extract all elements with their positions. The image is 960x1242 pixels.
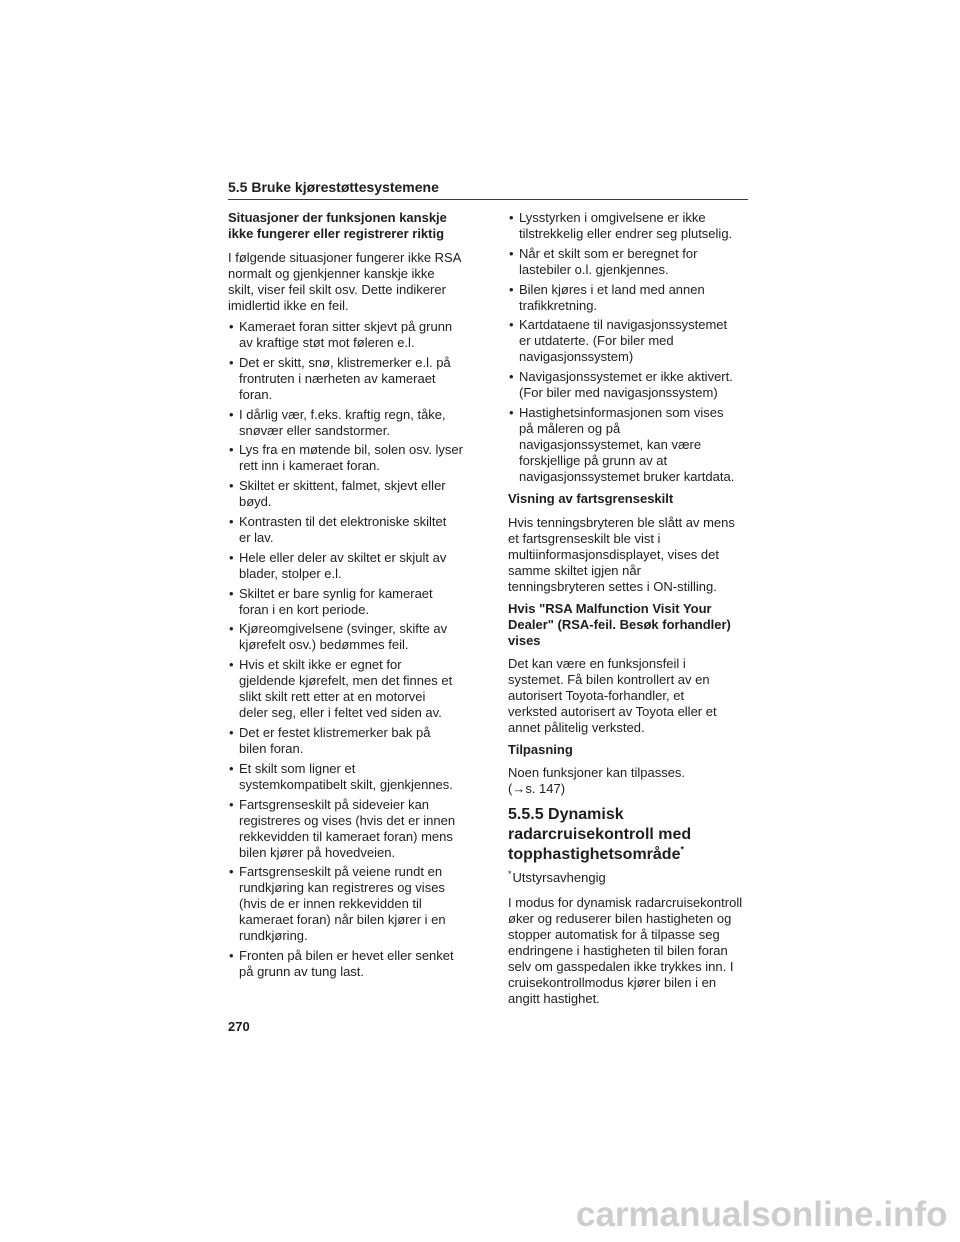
customization-heading: Tilpasning <box>508 741 573 757</box>
section-body: I modus for dynamisk radarcruisekontroll øker og reduserer bilen hastigheten og stopper automatisk for å tilpasse seg endringene i hastigheten til bilen foran selv om gasspedalen ikke trykkes inn. I cruisekontrollmodus kjører bilen i en angitt hastighet. <box>508 894 743 1006</box>
list-item: • Kartdataene til navigasjonssystemet er utdaterte. (For biler med navigasjonssystem) <box>508 317 752 365</box>
watermark: carmanualsonline.info <box>576 1195 948 1234</box>
list-item: • Kjøreomgivelsene (svinger, skifte av kjørefelt osv.) bedømmes feil. <box>228 621 468 653</box>
footnote-marker: * <box>508 868 512 879</box>
list-item: • Et skilt som ligner et systemkompatibelt skilt, gjenkjennes. <box>228 761 468 793</box>
right-column <box>508 210 752 1007</box>
list-item: • Kontrasten til det elektroniske skiltet er lav. <box>228 514 468 546</box>
list-item: • Hele eller deler av skiltet er skjult av blader, stolper e.l. <box>228 550 468 582</box>
limitations-intro: I følgende situasjoner fungerer ikke RSA normalt og gjenkjenner kanskje ikke skilt, viser feil skilt osv. Dette indikerer imidlertid ikke en feil. <box>228 250 462 313</box>
page-number: 270 <box>228 1019 250 1034</box>
list-item: • Lys fra en møtende bil, solen osv. lyser rett inn i kameraet foran. <box>228 442 468 474</box>
list-item: • I dårlig vær, f.eks. kraftig regn, tåke, snøvær eller sandstormer. <box>228 407 468 439</box>
speed-sign-display-heading: Visning av fartsgrenseskilt <box>508 490 674 506</box>
limitations-heading: Situasjoner der funksjonen kanskje ikke fungerer eller registrerer riktig <box>228 210 447 241</box>
list-item: • Det er festet klistremerker bak på bilen foran. <box>228 725 468 757</box>
list-item: • Det er skitt, snø, klistremerker e.l. på frontruten i nærheten av kameraet foran. <box>228 355 468 403</box>
list-item: • Bilen kjøres i et land med annen trafikkretning. <box>508 282 752 314</box>
footnote-text: Utstyrsavhengig <box>512 869 606 885</box>
customization-text: Noen funksjoner kan tilpasses. (→s. 147) <box>508 764 686 796</box>
list-item: • Når et skilt som er beregnet for lastebiler o.l. gjenkjennes. <box>508 246 752 278</box>
chapter-header <box>228 178 748 200</box>
left-column <box>228 210 468 980</box>
malfunction-heading: Hvis "RSA Malfunction Visit Your Dealer" (RSA-feil. Besøk forhandler) vises <box>508 600 731 648</box>
list-item: • Lysstyrken i omgivelsene er ikke tilstrekkelig eller endrer seg plutselig. <box>508 210 752 242</box>
list-item: • Skiltet er skittent, falmet, skjevt eller bøyd. <box>228 478 468 510</box>
malfunction-text: Det kan være en funksjonsfeil i systemet. Få bilen kontrollert av en autorisert Toyota-forhandler, et verksted autorisert av Toyota eller et annet pålitelig verksted. <box>508 655 717 735</box>
list-item: • Hastighetsinformasjonen som vises på måleren og på navigasjonssystemet, kan være forskjellige på grunn av at navigasjonssystemet bruker kartdata. <box>508 405 752 485</box>
chapter-title: 5.5 Bruke kjørestøttesystemene <box>228 179 439 195</box>
list-item: • Hvis et skilt ikke er egnet for gjeldende kjørefelt, men det finnes et slikt skilt rett etter at en motorvei deler seg, eller i feltet ved siden av. <box>228 657 468 721</box>
limitations-list <box>228 319 468 980</box>
limitations-list-continued <box>508 210 752 485</box>
section-footnote-marker: * <box>680 844 684 855</box>
speed-sign-display-text: Hvis tenningsbryteren ble slått av mens et fartsgrenseskilt ble vist i multiinformasjonsdisplayet, vises det samme skiltet igjen når tenningsbryteren settes i ON-stilling. <box>508 514 735 594</box>
footnote <box>508 870 752 886</box>
section-title: Dynamisk radarcruisekontroll med topphastighetsområde <box>508 805 692 863</box>
list-item: • Navigasjonssystemet er ikke aktivert. (For biler med navigasjonssystem) <box>508 369 752 401</box>
list-item: • Fartsgrenseskilt på veiene rundt en rundkjøring kan registreres og vises (hvis de er innen rekkevidden til kameraet foran) når bilen kjører i en rundkjøring. <box>228 864 468 944</box>
list-item: • Fartsgrenseskilt på sideveier kan registreres og vises (hvis det er innen rekkevidden til kameraet foran) mens bilen kjører på hovedveien. <box>228 797 468 861</box>
list-item: • Skiltet er bare synlig for kameraet foran i en kort periode. <box>228 586 468 618</box>
section-heading <box>508 805 752 865</box>
list-item: • Kameraet foran sitter skjevt på grunn av kraftige støt mot føleren e.l. <box>228 319 468 351</box>
list-item: • Fronten på bilen er hevet eller senket på grunn av tung last. <box>228 948 468 980</box>
section-number: 5.5.5 <box>508 805 544 823</box>
